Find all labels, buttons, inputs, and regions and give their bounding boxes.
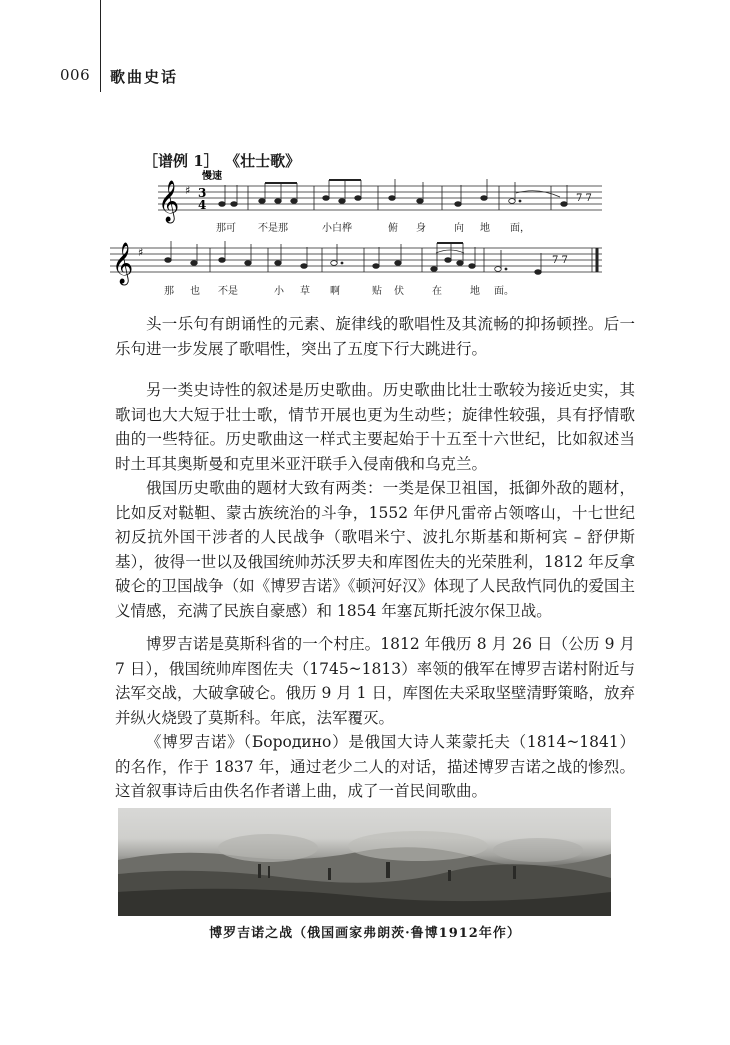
page-number: 006 — [60, 66, 91, 84]
lyric: 啊 — [330, 286, 340, 297]
lyric: 面。 — [494, 286, 514, 297]
time-signature-bottom: 4 — [198, 198, 207, 212]
lyric: 也 — [190, 286, 200, 297]
analysis-paragraphs — [115, 312, 635, 361]
lyric: 草 — [300, 286, 310, 297]
notes-line-2 — [165, 241, 542, 274]
running-title: 歌曲史话 — [110, 68, 179, 86]
rest-icon: 7 7 — [576, 193, 592, 204]
battle-painting-image — [118, 808, 611, 916]
history-paragraphs — [115, 378, 635, 623]
lyric: 不是 — [218, 286, 238, 297]
lyric: 地 — [480, 223, 490, 234]
body-paragraph: 另一类史诗性的叙述是历史歌曲。历史歌曲比壮士歌较为接近史实，其歌词也大大短于壮士歌，情节开展也更为生动些；旋律性较强，具有抒情歌曲的一些特征。历史歌曲这一样式主要起始于十五至十六世纪，比如叙述当时土耳其奥斯曼和克里米亚汗联手入侵南俄和乌克兰。 — [115, 381, 635, 473]
treble-clef-icon: 𝄞 — [112, 243, 134, 284]
staff-line-2 — [110, 248, 602, 272]
lyric: 那可 — [216, 223, 236, 234]
lyric: 俯 — [388, 223, 398, 234]
lyric: 面， — [510, 223, 530, 234]
borodino-paragraphs — [115, 632, 635, 804]
lyric: 伏 — [394, 286, 404, 297]
lyric: 在 — [432, 286, 442, 297]
lyric: 向 — [454, 223, 464, 234]
time-signature-top: 3 — [198, 186, 207, 200]
key-sharp-icon: ♯ — [185, 184, 191, 197]
lyric: 地 — [470, 286, 480, 297]
body-paragraph: 博罗吉诺是莫斯科省的一个村庄。1812 年俄历 8 月 26 日（公历 9 月 7 日），俄国统帅库图佐夫（1745~1813）率领的俄军在博罗吉诺村附近与法军交战，大破拿破仑。俄历 9 月 1 日，库图佐夫采取坚壁清野策略，放弃并纵火烧毁了莫斯科。年底，法军覆灭。 — [115, 635, 635, 727]
music-score — [112, 163, 620, 308]
lyric: 小白桦 — [322, 223, 352, 234]
notes-line-1 — [219, 179, 568, 206]
lyric: 贴 — [372, 286, 382, 297]
body-paragraph: 《博罗吉诺》（Бородино）是俄国大诗人莱蒙托夫（1814~1841）的名作，作于 1837 年，通过老少二人的对话，描述博罗吉诺之战的惨烈。这首叙事诗后由佚名作者谱上曲，成了一首民间歌曲。 — [115, 733, 635, 800]
music-example-label: ［谱例 1］ — [143, 152, 219, 170]
treble-clef-icon: 𝄞 — [158, 181, 180, 222]
music-example-title: 《壮士歌》 — [232, 152, 301, 170]
slur-icon — [436, 250, 464, 253]
body-paragraph: 头一乐句有朗诵性的元素、旋律线的歌唱性及其流畅的抑扬顿挫。后一乐句进一步发展了歌唱性，突出了五度下行大跳进行。 — [115, 315, 635, 358]
header-rule — [100, 0, 101, 92]
lyrics-line-2 — [164, 284, 514, 297]
body-paragraph: 俄国历史歌曲的题材大致有两类：一类是保卫祖国，抵御外敌的题材，比如反对鞑靼、蒙古族统治的斗争，1552 年伊凡雷帝占领喀山，十七世纪初反抗外国干涉者的人民战争（歌唱米宁、波扎尔斯基和斯柯宾 – 舒伊斯基），彼得一世以及俄国统帅苏沃罗夫和库图佐夫的光荣胜利，1812 年反拿破仑的卫国战争（如《博罗吉诺》《顿河好汉》体现了人民敌忾同仇的爱国主义情感，充满了民族自豪感）和 1854 年塞瓦斯托波尔保卫战。 — [115, 479, 635, 620]
lyric: 身 — [416, 223, 426, 234]
figure-caption: 博罗吉诺之战（俄国画家弗朗茨·鲁博1912年作） — [209, 926, 521, 941]
lyric: 不是那 — [258, 223, 288, 234]
key-sharp-icon: ♯ — [138, 246, 144, 259]
rest-icon: 7 7 — [552, 255, 568, 266]
lyric: 那 — [164, 286, 174, 297]
lyric: 小 — [274, 286, 284, 297]
tempo-marking: 慢速 — [202, 171, 222, 182]
lyrics-line-1 — [216, 221, 530, 234]
